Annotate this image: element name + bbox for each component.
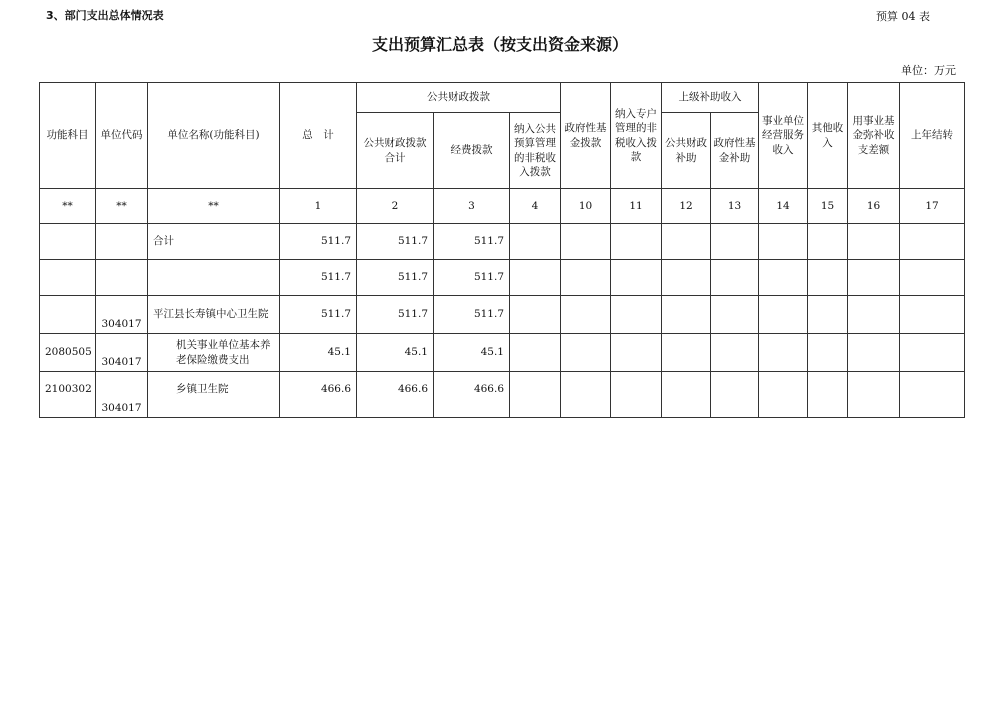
empty-cell bbox=[808, 260, 848, 296]
empty-cell bbox=[711, 372, 759, 418]
func-code-cell bbox=[40, 260, 96, 296]
empty-cell bbox=[900, 260, 965, 296]
page-title: 支出预算汇总表（按支出资金来源） bbox=[371, 35, 628, 54]
index-cell: ** bbox=[148, 189, 280, 224]
empty-cell bbox=[611, 224, 662, 260]
empty-cell bbox=[848, 260, 900, 296]
empty-cell bbox=[662, 296, 711, 334]
func-code-cell: 2080505 bbox=[40, 334, 96, 372]
index-cell: 2 bbox=[357, 189, 434, 224]
col-business-fund: 用事业基金弥补收支差额 bbox=[848, 83, 900, 189]
index-row bbox=[40, 189, 965, 224]
expense-cell: 511.7 bbox=[434, 296, 510, 334]
col-public-finance-total: 公共财政拨款合计 bbox=[357, 113, 434, 189]
empty-cell bbox=[759, 334, 808, 372]
empty-cell bbox=[561, 334, 611, 372]
col-unit-code: 单位代码 bbox=[96, 83, 148, 189]
empty-cell bbox=[662, 260, 711, 296]
unit-code-cell: 304017 bbox=[96, 296, 148, 334]
expense-cell: 511.7 bbox=[434, 260, 510, 296]
empty-cell bbox=[808, 372, 848, 418]
pf-total-cell: 45.1 bbox=[357, 334, 434, 372]
empty-cell bbox=[711, 296, 759, 334]
empty-cell bbox=[848, 334, 900, 372]
empty-cell bbox=[759, 260, 808, 296]
empty-cell bbox=[611, 296, 662, 334]
total-cell: 45.1 bbox=[280, 334, 357, 372]
index-cell: 1 bbox=[280, 189, 357, 224]
total-cell: 511.7 bbox=[280, 260, 357, 296]
index-cell: ** bbox=[96, 189, 148, 224]
index-cell: 14 bbox=[759, 189, 808, 224]
table-row bbox=[40, 260, 965, 296]
budget-table bbox=[39, 82, 965, 418]
empty-cell bbox=[510, 224, 561, 260]
unit-code-cell: 304017 bbox=[96, 372, 148, 418]
pf-total-cell: 511.7 bbox=[357, 296, 434, 334]
col-func-code: 功能科目 bbox=[40, 83, 96, 189]
empty-cell bbox=[561, 224, 611, 260]
unit-code-cell bbox=[96, 260, 148, 296]
empty-cell bbox=[561, 296, 611, 334]
unit-code-cell: 304017 bbox=[96, 334, 148, 372]
empty-cell bbox=[510, 372, 561, 418]
func-code-cell: 2100302 bbox=[40, 372, 96, 418]
empty-cell bbox=[510, 296, 561, 334]
empty-cell bbox=[900, 334, 965, 372]
empty-cell bbox=[759, 372, 808, 418]
index-cell: 12 bbox=[662, 189, 711, 224]
empty-cell bbox=[759, 296, 808, 334]
pf-total-cell: 511.7 bbox=[357, 260, 434, 296]
unit-label: 单位：万元 bbox=[901, 64, 956, 77]
col-superior-group: 上级补助收入 bbox=[662, 83, 759, 113]
col-nontax-budget: 纳入公共预算管理的非税收入拨款 bbox=[510, 113, 561, 189]
expense-cell: 466.6 bbox=[434, 372, 510, 418]
empty-cell bbox=[711, 334, 759, 372]
col-superior-gov-fund: 政府性基金补助 bbox=[711, 113, 759, 189]
col-business-income: 事业单位经营服务收入 bbox=[759, 83, 808, 189]
index-cell: 11 bbox=[611, 189, 662, 224]
unit-name-cell: 合计 bbox=[148, 224, 280, 260]
col-carryover: 上年结转 bbox=[900, 83, 965, 189]
empty-cell bbox=[808, 296, 848, 334]
index-cell: 3 bbox=[434, 189, 510, 224]
index-cell: 17 bbox=[900, 189, 965, 224]
empty-cell bbox=[561, 372, 611, 418]
empty-cell bbox=[561, 260, 611, 296]
func-code-cell bbox=[40, 224, 96, 260]
col-gov-fund: 政府性基金拨款 bbox=[561, 83, 611, 189]
table-row bbox=[40, 334, 965, 372]
col-expense: 经费拨款 bbox=[434, 113, 510, 189]
form-number: 预算 04 表 bbox=[876, 10, 930, 23]
index-cell: 13 bbox=[711, 189, 759, 224]
pf-total-cell: 466.6 bbox=[357, 372, 434, 418]
empty-cell bbox=[611, 372, 662, 418]
table-row bbox=[40, 296, 965, 334]
total-cell: 511.7 bbox=[280, 224, 357, 260]
col-public-finance-group: 公共财政拨款 bbox=[357, 83, 561, 113]
empty-cell bbox=[662, 372, 711, 418]
table-row bbox=[40, 224, 965, 260]
index-cell: 4 bbox=[510, 189, 561, 224]
unit-name-cell: 机关事业单位基本养老保险缴费支出 bbox=[148, 334, 280, 372]
unit-name-cell: 平江县长寿镇中心卫生院 bbox=[148, 296, 280, 334]
empty-cell bbox=[611, 334, 662, 372]
empty-cell bbox=[900, 296, 965, 334]
unit-code-cell bbox=[96, 224, 148, 260]
empty-cell bbox=[848, 296, 900, 334]
func-code-cell bbox=[40, 296, 96, 334]
empty-cell bbox=[510, 334, 561, 372]
unit-name-cell bbox=[148, 260, 280, 296]
expense-cell: 45.1 bbox=[434, 334, 510, 372]
pf-total-cell: 511.7 bbox=[357, 224, 434, 260]
col-special-nontax: 纳入专户管理的非税收入拨款 bbox=[611, 83, 662, 189]
empty-cell bbox=[759, 224, 808, 260]
expense-cell: 511.7 bbox=[434, 224, 510, 260]
empty-cell bbox=[711, 224, 759, 260]
empty-cell bbox=[808, 224, 848, 260]
table-row bbox=[40, 372, 965, 418]
empty-cell bbox=[808, 334, 848, 372]
empty-cell bbox=[711, 260, 759, 296]
empty-cell bbox=[662, 334, 711, 372]
index-cell: 16 bbox=[848, 189, 900, 224]
empty-cell bbox=[848, 372, 900, 418]
index-cell: 10 bbox=[561, 189, 611, 224]
empty-cell bbox=[900, 224, 965, 260]
empty-cell bbox=[848, 224, 900, 260]
col-total: 总 计 bbox=[280, 83, 357, 189]
empty-cell bbox=[900, 372, 965, 418]
col-other-income: 其他收入 bbox=[808, 83, 848, 189]
unit-name-cell: 乡镇卫生院 bbox=[148, 372, 280, 418]
empty-cell bbox=[611, 260, 662, 296]
total-cell: 466.6 bbox=[280, 372, 357, 418]
index-cell: ** bbox=[40, 189, 96, 224]
empty-cell bbox=[662, 224, 711, 260]
section-title: 3、部门支出总体情况表 bbox=[46, 9, 164, 22]
empty-cell bbox=[510, 260, 561, 296]
col-unit-name: 单位名称(功能科目) bbox=[148, 83, 280, 189]
index-cell: 15 bbox=[808, 189, 848, 224]
col-superior-public: 公共财政补助 bbox=[662, 113, 711, 189]
total-cell: 511.7 bbox=[280, 296, 357, 334]
